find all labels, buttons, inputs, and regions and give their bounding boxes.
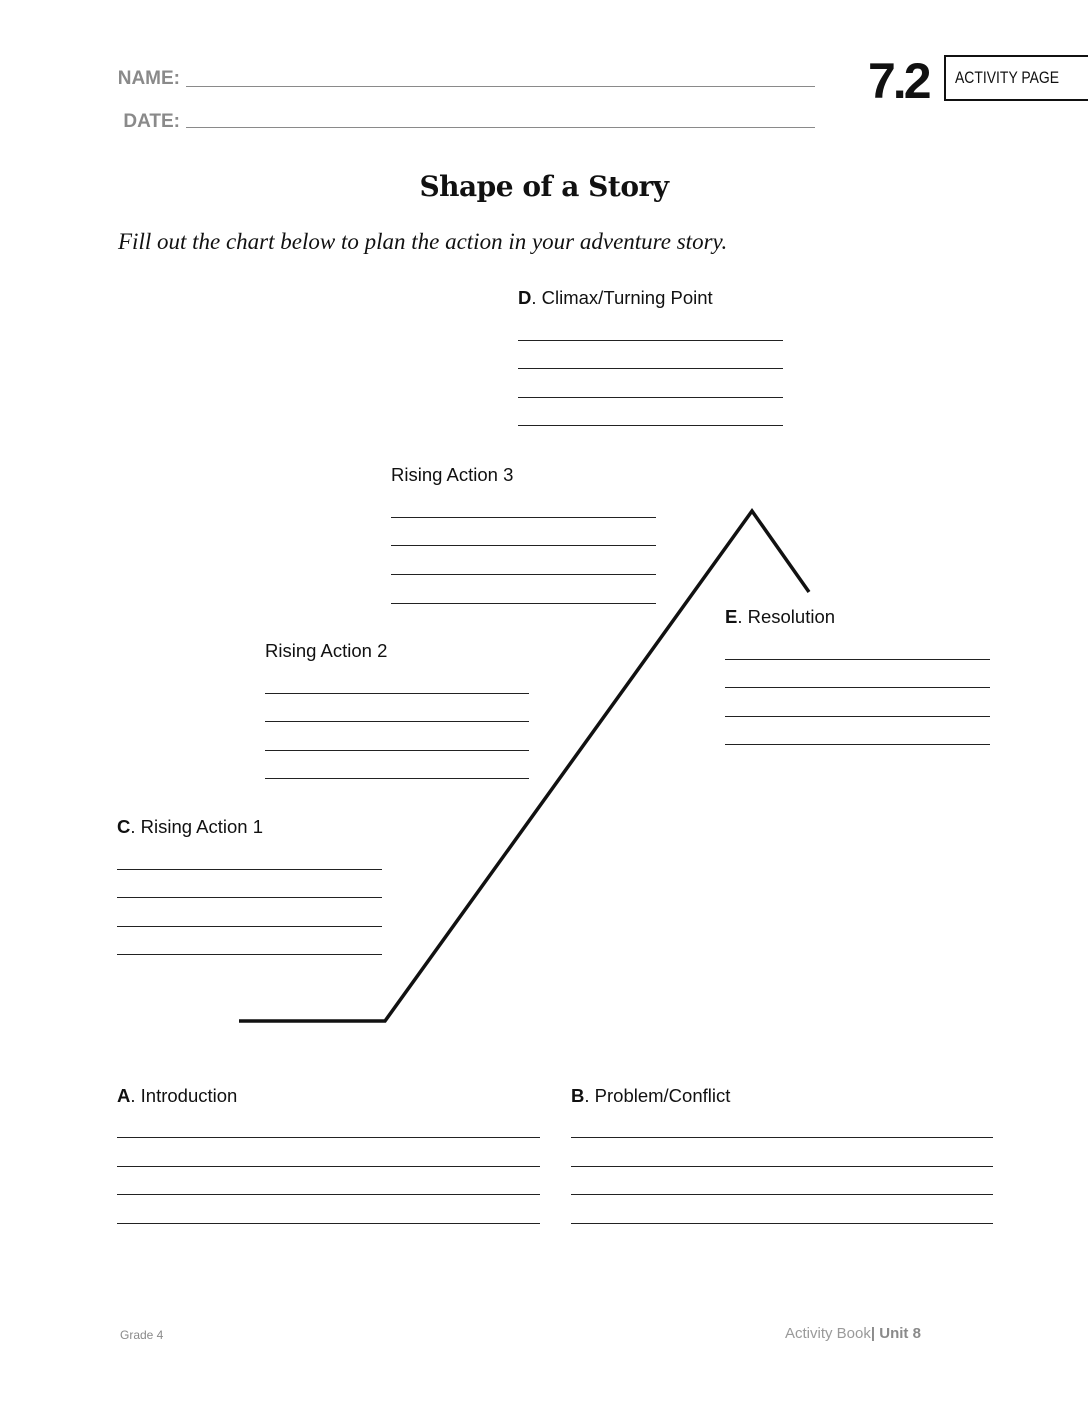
rising-action-1-line-1[interactable] bbox=[117, 869, 382, 870]
introduction-line-4[interactable] bbox=[117, 1223, 540, 1224]
resolution-line-3[interactable] bbox=[725, 716, 990, 717]
rising-action-3-line-4[interactable] bbox=[391, 603, 656, 604]
climax-line-1[interactable] bbox=[518, 340, 783, 341]
climax-label: D. Climax/Turning Point bbox=[518, 287, 713, 308]
rising-action-3-label: Rising Action 3 bbox=[391, 464, 514, 485]
rising-action-2-line-1[interactable] bbox=[265, 693, 529, 694]
climax-line-2[interactable] bbox=[518, 368, 783, 369]
date-label: DATE: bbox=[123, 111, 180, 132]
introduction-line-1[interactable] bbox=[117, 1137, 540, 1138]
footer-separator: | bbox=[870, 1325, 876, 1342]
activity-number: 7.2 bbox=[868, 53, 929, 109]
problem-label: B. Problem/Conflict bbox=[571, 1085, 731, 1106]
page-title: Shape of a Story bbox=[419, 170, 669, 203]
problem-line-1[interactable] bbox=[571, 1137, 993, 1138]
rising-action-3-line-1[interactable] bbox=[391, 517, 656, 518]
name-label: NAME: bbox=[117, 68, 180, 89]
rising-action-1-label: C. Rising Action 1 bbox=[117, 816, 264, 837]
activity-page-label: ACTIVITY PAGE bbox=[955, 68, 1060, 87]
resolution-label: E. Resolution bbox=[725, 606, 836, 627]
rising-action-2-line-3[interactable] bbox=[265, 750, 529, 751]
introduction-line-3[interactable] bbox=[117, 1194, 540, 1195]
problem-line-2[interactable] bbox=[571, 1166, 993, 1167]
rising-action-2-line-4[interactable] bbox=[265, 778, 529, 779]
climax-line-3[interactable] bbox=[518, 397, 783, 398]
resolution-line-2[interactable] bbox=[725, 687, 990, 688]
resolution-line-4[interactable] bbox=[725, 744, 990, 745]
rising-action-3-line-3[interactable] bbox=[391, 574, 656, 575]
rising-action-2-label: Rising Action 2 bbox=[265, 640, 388, 661]
rising-action-1-line-3[interactable] bbox=[117, 926, 382, 927]
footer-grade: Grade 4 bbox=[120, 1328, 164, 1342]
footer-book bbox=[785, 1325, 921, 1342]
rising-action-1-line-4[interactable] bbox=[117, 954, 382, 955]
rising-action-1-line-2[interactable] bbox=[117, 897, 382, 898]
introduction-line-2[interactable] bbox=[117, 1166, 540, 1167]
footer-book-title: Activity Book bbox=[785, 1325, 871, 1342]
story-arc-line bbox=[239, 511, 809, 1021]
problem-line-4[interactable] bbox=[571, 1223, 993, 1224]
rising-action-2-line-2[interactable] bbox=[265, 721, 529, 722]
introduction-label: A. Introduction bbox=[117, 1085, 238, 1106]
footer-unit: Unit 8 bbox=[879, 1325, 921, 1342]
resolution-line-1[interactable] bbox=[725, 659, 990, 660]
instructions: Fill out the chart below to plan the action in your adventure story. bbox=[118, 229, 728, 254]
climax-line-4[interactable] bbox=[518, 425, 783, 426]
rising-action-3-line-2[interactable] bbox=[391, 545, 656, 546]
problem-line-3[interactable] bbox=[571, 1194, 993, 1195]
